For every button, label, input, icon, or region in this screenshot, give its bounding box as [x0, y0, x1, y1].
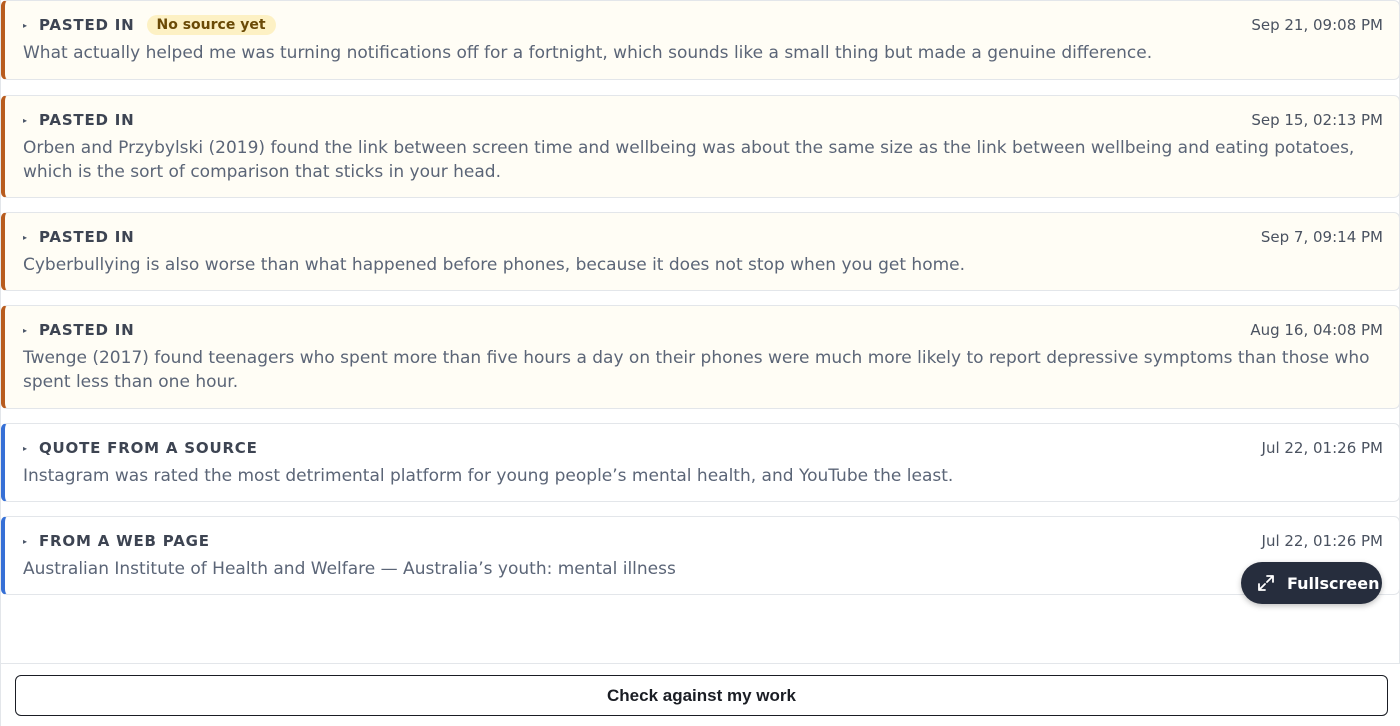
caret-right-icon[interactable]: ▸ [23, 443, 28, 453]
note-card-header [23, 318, 1383, 342]
expand-arrows-icon [1257, 574, 1275, 592]
note-card[interactable] [1, 516, 1400, 595]
note-kind-label: QUOTE FROM A SOURCE [39, 439, 258, 457]
bottom-action-bar [1, 663, 1400, 726]
note-kind-label: PASTED IN [39, 111, 135, 129]
note-text: Orben and Przybylski (2019) found the link between screen time and wellbeing was about the same size as the link between wellbeing and eating potatoes, which is the sort of comparison that sticks in your head. [23, 138, 1355, 182]
caret-right-icon[interactable]: ▸ [23, 20, 28, 30]
note-timestamp: Jul 22, 01:26 PM [1261, 439, 1383, 457]
caret-right-icon[interactable]: ▸ [23, 232, 28, 242]
note-card[interactable] [1, 423, 1400, 502]
note-timestamp: Sep 21, 09:08 PM [1251, 16, 1383, 34]
note-kind-label: PASTED IN [39, 321, 135, 339]
caret-right-icon[interactable]: ▸ [23, 115, 28, 125]
fullscreen-button[interactable] [1241, 562, 1382, 604]
note-text: Australian Institute of Health and Welfare — Australia’s youth: mental illness [23, 559, 676, 579]
note-card[interactable] [1, 0, 1400, 80]
note-text: Twenge (2017) found teenagers who spent more than five hours a day on their phones were much more likely to report depressive symptoms than those who spent less than one hour. [23, 348, 1370, 392]
note-card[interactable] [1, 95, 1400, 198]
note-timestamp: Sep 7, 09:14 PM [1260, 228, 1383, 246]
note-timestamp: Jul 22, 01:26 PM [1261, 532, 1383, 550]
note-kind-label: PASTED IN [39, 16, 135, 34]
note-card[interactable] [1, 212, 1400, 291]
note-card-header [23, 529, 1383, 553]
note-text: What actually helped me was turning notifications off for a fortnight, which sounds like a small thing but made a genuine difference. [23, 43, 1153, 63]
note-card-header [23, 108, 1383, 132]
fullscreen-label: Fullscreen [1287, 573, 1380, 593]
note-card-header [23, 225, 1383, 249]
no-source-badge: No source yet [147, 15, 276, 35]
note-kind-label: FROM A WEB PAGE [39, 532, 210, 550]
note-kind-label: PASTED IN [39, 228, 135, 246]
note-timestamp: Aug 16, 04:08 PM [1250, 321, 1383, 339]
note-text: Cyberbullying is also worse than what happened before phones, because it does not stop when you get home. [23, 255, 966, 275]
note-card-header [23, 13, 1383, 37]
note-card-header [23, 436, 1383, 460]
caret-right-icon[interactable]: ▸ [23, 536, 28, 546]
note-timestamp: Sep 15, 02:13 PM [1251, 111, 1383, 129]
check-against-work-button[interactable]: Check against my work [15, 675, 1388, 716]
note-card[interactable] [1, 305, 1400, 409]
caret-right-icon[interactable]: ▸ [23, 325, 28, 335]
note-text: Instagram was rated the most detrimental platform for young people’s mental health, and YouTube the least. [23, 466, 954, 486]
